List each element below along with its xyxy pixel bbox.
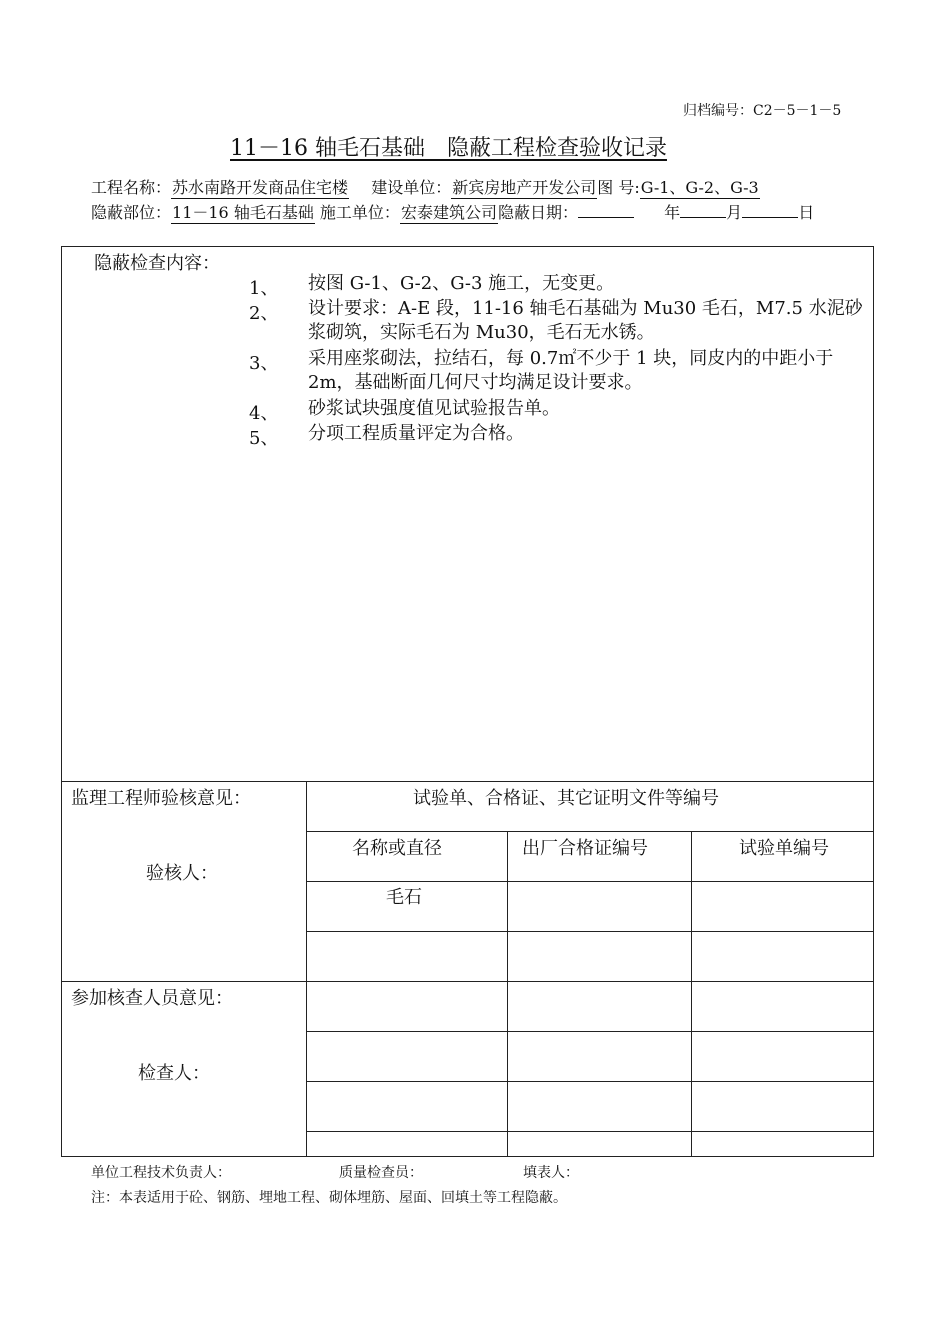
contractor-label: 施工单位： xyxy=(319,203,400,222)
footer-filler: 填表人： xyxy=(523,1165,579,1181)
supervisor-label: 监理工程师验核意见： xyxy=(71,788,251,809)
docs-row1-name: 毛石 xyxy=(386,887,422,908)
item-number: 1、 xyxy=(249,278,279,299)
item-number: 2、 xyxy=(249,303,279,324)
info-row-2 xyxy=(91,200,814,224)
item-text: 按图 G-1、G-2、G-3 施工，无变更。 xyxy=(308,273,615,294)
content-heading: 隐蔽检查内容： xyxy=(94,253,220,274)
divider-docs-row1 xyxy=(306,931,873,932)
divider-row5 xyxy=(306,1131,873,1132)
footer-tech-lead: 单位工程技术负责人： xyxy=(91,1165,231,1181)
day-blank xyxy=(742,217,798,218)
project-label: 工程名称： xyxy=(91,178,172,197)
docs-col-test-report: 试验单编号 xyxy=(739,838,829,859)
footer-quality-inspector: 质量检查员： xyxy=(339,1165,423,1181)
divider-docs-header xyxy=(306,831,873,832)
col-divider-mid xyxy=(507,831,508,1156)
item-text: 采用座浆砌法，拉结石，每 0.7㎡不少于 1 块，同皮内的中距小于 2m，基础断面几何尺寸均满足设计要求。 xyxy=(308,348,834,393)
item-number: 4、 xyxy=(249,403,279,424)
day-label: 日 xyxy=(798,203,815,222)
builder-name: 新宾房地产开发公司 xyxy=(452,178,597,197)
item-text: 设计要求：A-E 段，11-16 轴毛石基础为 Mu30 毛石，M7.5 水泥砂浆砌筑，实际毛石为 Mu30，毛石无水锈。 xyxy=(308,298,863,343)
drawing-label: 图 号: xyxy=(597,178,640,197)
divider-content xyxy=(62,781,873,782)
item-text: 分项工程质量评定为合格。 xyxy=(308,423,524,444)
docs-col-certificate: 出厂合格证编号 xyxy=(522,838,648,859)
archive-number: 归档编号：C2－5－1－5 xyxy=(683,103,842,119)
item-number: 3、 xyxy=(249,353,279,374)
docs-col-name: 名称或直径 xyxy=(352,838,442,859)
inspectors-signer: 检查人： xyxy=(138,1063,210,1084)
contractor-name: 宏泰建筑公司 xyxy=(400,203,497,222)
year-label: 年 xyxy=(664,203,681,222)
inspectors-label: 参加核查人员意见： xyxy=(71,988,233,1009)
footer-note: 注：本表适用于砼、钢筋、埋地工程、砌体埋筋、屋面、回填土等工程隐蔽。 xyxy=(91,1190,567,1206)
info-row-1 xyxy=(91,175,760,199)
inspection-table xyxy=(61,246,874,1157)
divider-row4 xyxy=(306,1081,873,1082)
divider-supervisor xyxy=(62,981,873,982)
supervisor-signer: 验核人： xyxy=(146,863,218,884)
date-label: 隐蔽日期： xyxy=(497,203,578,222)
part-value: 11－16 轴毛石基础 xyxy=(172,203,314,222)
col-divider-right xyxy=(691,831,692,1156)
project-name: 苏水南路开发商品住宅楼 xyxy=(172,178,349,197)
month-label: 月 xyxy=(726,203,743,222)
month-blank xyxy=(680,217,726,218)
item-number: 5、 xyxy=(249,428,279,449)
drawing-number: G-1、G-2、G-3 xyxy=(640,178,759,197)
date-blank xyxy=(578,217,634,218)
col-divider-left xyxy=(306,781,307,1156)
divider-docs-cols xyxy=(306,881,873,882)
docs-header: 试验单、合格证、其它证明文件等编号 xyxy=(413,788,719,809)
builder-label: 建设单位： xyxy=(371,178,452,197)
item-text: 砂浆试块强度值见试验报告单。 xyxy=(308,398,560,419)
part-label: 隐蔽部位： xyxy=(91,203,172,222)
page-title: 11－16 轴毛石基础 隐蔽工程检查验收记录 xyxy=(230,136,667,161)
divider-row3 xyxy=(306,1031,873,1032)
